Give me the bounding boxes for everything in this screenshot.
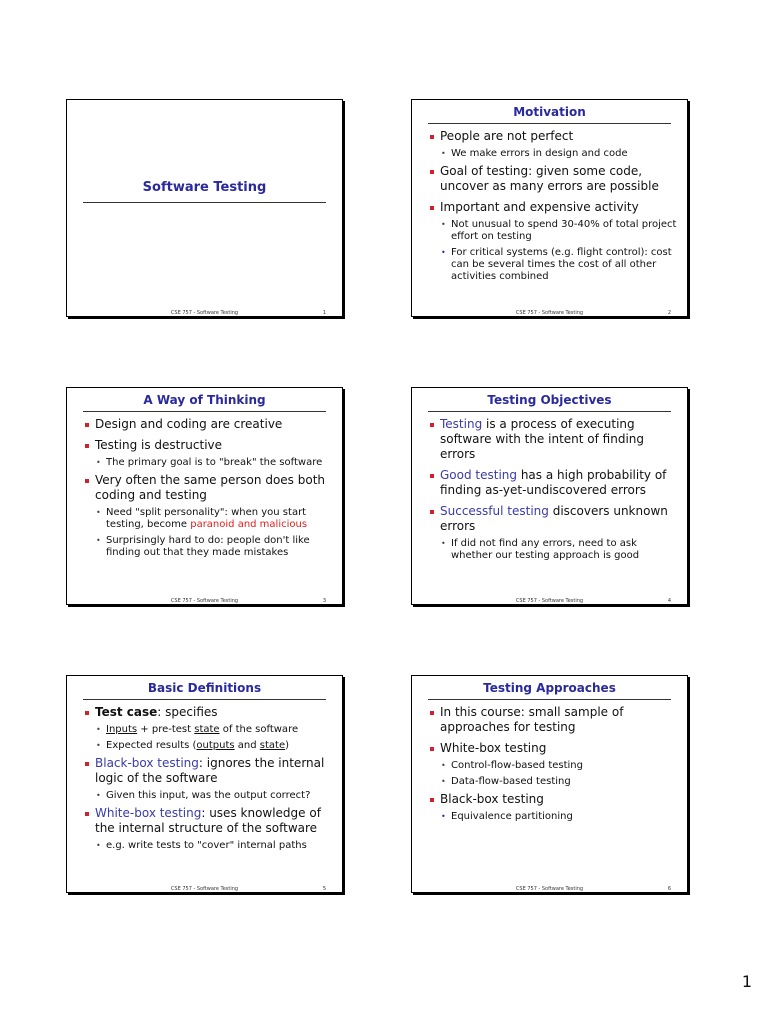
title-divider	[83, 202, 326, 203]
bullet	[83, 806, 332, 836]
slide-number: 4	[667, 598, 671, 604]
page-number: 1	[741, 972, 752, 991]
slide-title: Basic Definitions	[147, 681, 262, 695]
bullet	[428, 417, 677, 462]
bullet	[428, 468, 677, 498]
sub-bullet-text: Expected results (	[106, 740, 197, 751]
sub-bullet: • If did not find any errors, need to ask whether our testing approach is good	[428, 538, 677, 562]
footer-text: CSE 757 - Software Testing	[515, 598, 584, 604]
term: Successful testing	[440, 504, 549, 518]
slide-3	[66, 387, 343, 605]
sub-bullet: • The primary goal is to "break" the software	[83, 457, 332, 469]
sub-bullet-text: )	[285, 740, 290, 751]
bullet-text: has a high probability of finding as-yet-undiscovered errors	[440, 468, 667, 497]
slide-number: 2	[667, 310, 671, 316]
term: White-box testing	[95, 806, 202, 820]
underlined-term: outputs	[196, 740, 235, 751]
sub-bullet-text: of the software	[219, 724, 299, 735]
title-divider	[428, 699, 671, 700]
sub-bullet-text: Need "split personality": when you start testing, become	[106, 507, 307, 530]
bullet	[428, 504, 677, 534]
footer-text: CSE 757 - Software Testing	[515, 886, 584, 892]
underlined-term: Inputs	[106, 724, 138, 735]
footer-text: CSE 757 - Software Testing	[170, 598, 239, 604]
sub-bullet: • Equivalence partitioning	[428, 811, 677, 823]
sub-bullet: • Surprisingly hard to do: people don't like finding out that they made mistakes	[83, 535, 332, 559]
title-divider	[83, 411, 326, 412]
slide-number: 6	[667, 886, 671, 892]
bullet: Very often the same person does both coding and testing	[83, 473, 332, 503]
bullet: Black-box testing	[428, 792, 677, 807]
sub-bullet-text: + pre-test	[137, 724, 195, 735]
sub-bullet: • For critical systems (e.g. flight control): cost can be several times the cost of all other activities combined	[428, 247, 677, 283]
slide-body	[428, 705, 677, 827]
bullet-text: discovers unknown errors	[440, 504, 668, 533]
sub-bullet-text: and	[234, 740, 260, 751]
sub-bullet: • We make errors in design and code	[428, 148, 677, 160]
slide-1	[66, 99, 343, 317]
sub-bullet: • Data-flow-based testing	[428, 776, 677, 788]
underlined-term: state	[194, 724, 220, 735]
term: Testing	[440, 417, 483, 431]
bullet-text: is a process of executing software with the intent of finding errors	[440, 417, 644, 461]
slide-title: Testing Objectives	[487, 393, 612, 407]
bullet-text: : specifies	[157, 705, 218, 719]
slide-body	[83, 705, 332, 856]
slide-5	[66, 675, 343, 893]
footer-text: CSE 757 - Software Testing	[170, 886, 239, 892]
bullet: In this course: small sample of approaches for testing	[428, 705, 677, 735]
title-divider	[83, 699, 326, 700]
slide-title: Software Testing	[142, 180, 267, 195]
sub-bullet: • e.g. write tests to "cover" internal paths	[83, 840, 332, 852]
term: Test case	[95, 705, 158, 719]
sub-bullet	[83, 507, 332, 531]
sub-bullet	[83, 740, 332, 752]
footer-text: CSE 757 - Software Testing	[515, 310, 584, 316]
title-divider	[428, 411, 671, 412]
bullet: Design and coding are creative	[83, 417, 332, 432]
term: Black-box testing	[95, 756, 199, 770]
bullet: Goal of testing: given some code, uncover as many errors are possible	[428, 164, 677, 194]
slide-4	[411, 387, 688, 605]
slide-title: Testing Approaches	[483, 681, 616, 695]
bullet-text: : ignores the internal logic of the software	[95, 756, 325, 785]
slide-2	[411, 99, 688, 317]
slide-body	[428, 417, 677, 566]
slide-body	[428, 129, 677, 287]
underlined-term: state	[259, 740, 286, 751]
slide-title: Motivation	[513, 105, 586, 119]
sub-bullet	[83, 724, 332, 736]
slide-6	[411, 675, 688, 893]
footer-text: CSE 757 - Software Testing	[170, 310, 239, 316]
sub-bullet: • Given this input, was the output correct?	[83, 790, 332, 802]
bullet: White-box testing	[428, 741, 677, 756]
highlight-text: paranoid and malicious	[190, 519, 308, 530]
term: Good testing	[440, 468, 518, 482]
slide-number: 3	[322, 598, 326, 604]
sub-bullet: • Not unusual to spend 30-40% of total project effort on testing	[428, 219, 677, 243]
slide-body	[83, 417, 332, 563]
slide-number: 1	[322, 310, 326, 316]
slide-number: 5	[322, 886, 326, 892]
bullet-text: : uses knowledge of the internal structure of the software	[95, 806, 321, 835]
bullet: Testing is destructive	[83, 438, 332, 453]
bullet	[83, 756, 332, 786]
bullet	[83, 705, 332, 720]
slide-title: A Way of Thinking	[143, 393, 266, 407]
bullet: People are not perfect	[428, 129, 677, 144]
title-divider	[428, 123, 671, 124]
sub-bullet: • Control-flow-based testing	[428, 760, 677, 772]
bullet: Important and expensive activity	[428, 200, 677, 215]
